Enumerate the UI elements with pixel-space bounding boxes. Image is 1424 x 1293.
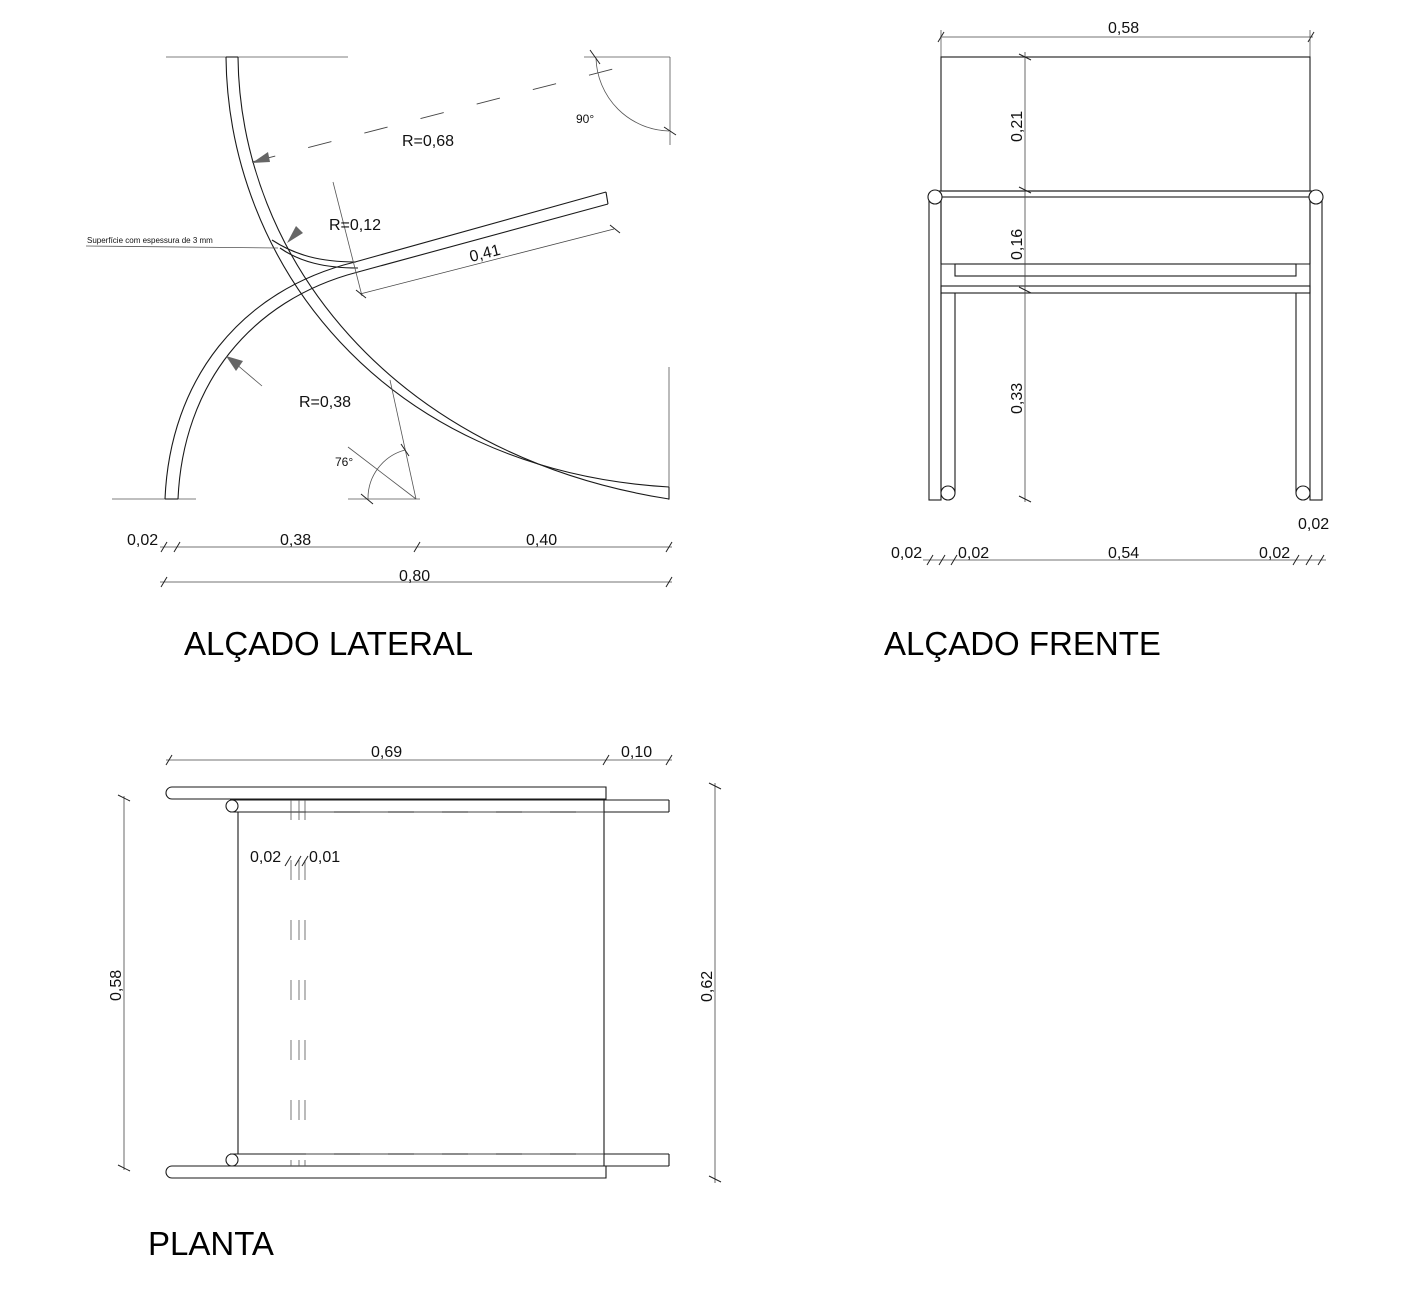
dim-total-label: 0,80 [399,568,431,585]
arrow-small-radius [287,226,303,243]
plan-tube-section-bottom [226,1154,238,1166]
plan-top-tube-outer [166,787,606,799]
angle-top-label: 90° [576,112,595,126]
radius-leader-small [333,182,362,296]
front-elevation-title: ALÇADO FRENTE [884,625,1161,662]
arrow-medium-radius [226,356,243,371]
front-backrest-height-label: 0,21 [1009,110,1026,142]
dim-left-label: 0,02 [127,532,159,549]
arrow-large-radius [252,152,270,163]
plan-tube-section-top [226,800,238,812]
tube-end-seat [606,192,608,204]
leg-left-outer [929,197,941,500]
front-width-label: 0,58 [1108,20,1140,37]
dim-right-label: 0,40 [526,532,558,549]
angle-line-76-b [348,447,416,499]
plan-depth-label: 0,69 [371,744,403,761]
front-bottom-dim-2: 0,02 [958,545,990,562]
surface-note-leader [86,246,278,248]
backrest-panel [941,57,1310,191]
radius-small-label: R=0,12 [329,217,382,234]
seat-length-label: 0,41 [467,241,503,266]
front-bottom-dim-3: 0,54 [1108,545,1140,562]
plan-outer-width-label: 0,62 [699,970,716,1002]
leg-right-outer [1310,197,1322,500]
angle-arc-76 [368,450,405,499]
plan-gap-b-label: 0,01 [309,849,341,866]
angle-bottom-label: 76° [335,455,354,469]
plan-gap-a-label: 0,02 [250,849,282,866]
tube-section-top-left [928,190,942,204]
front-bottom-dim-4: 0,02 [1259,545,1291,562]
side-elevation-title: ALÇADO LATERAL [184,625,474,662]
radius-medium-label: R=0,38 [299,394,352,411]
seat-tube-upper [165,192,606,499]
front-bottom-dim-1: 0,02 [891,545,923,562]
large-curved-tube-inner [238,57,669,499]
front-leg-height-label: 0,33 [1009,382,1026,414]
surface-note: Superfície com espessura de 3 mm [87,236,213,245]
top-cross-tube [935,191,1317,197]
plan-inner-width-label: 0,58 [108,969,125,1001]
frame-cross-bar [941,286,1310,293]
side-elevation [86,50,676,662]
tick-76-b [401,444,409,456]
radius-large-label: R=0,68 [402,133,455,150]
tick-ps-1 [285,856,291,866]
front-seat-height-label: 0,16 [1009,228,1026,260]
dim-mid-label: 0,38 [280,532,312,549]
plan-bottom-tube-outer [166,1166,606,1178]
tube-section-top-right [1309,190,1323,204]
seat-panel-lower [955,264,1296,276]
angle-arc-90 [596,58,669,131]
plan-view [108,744,721,1262]
tick-041-b [610,225,620,233]
tube-section-bottom-right [1296,486,1310,500]
plan-title: PLANTA [148,1225,274,1262]
front-elevation [884,20,1329,662]
tube-section-bottom-left [941,486,955,500]
tick-ps-2 [295,856,301,866]
front-tube-dim-label: 0,02 [1298,516,1330,533]
plan-overhang-label: 0,10 [621,744,653,761]
